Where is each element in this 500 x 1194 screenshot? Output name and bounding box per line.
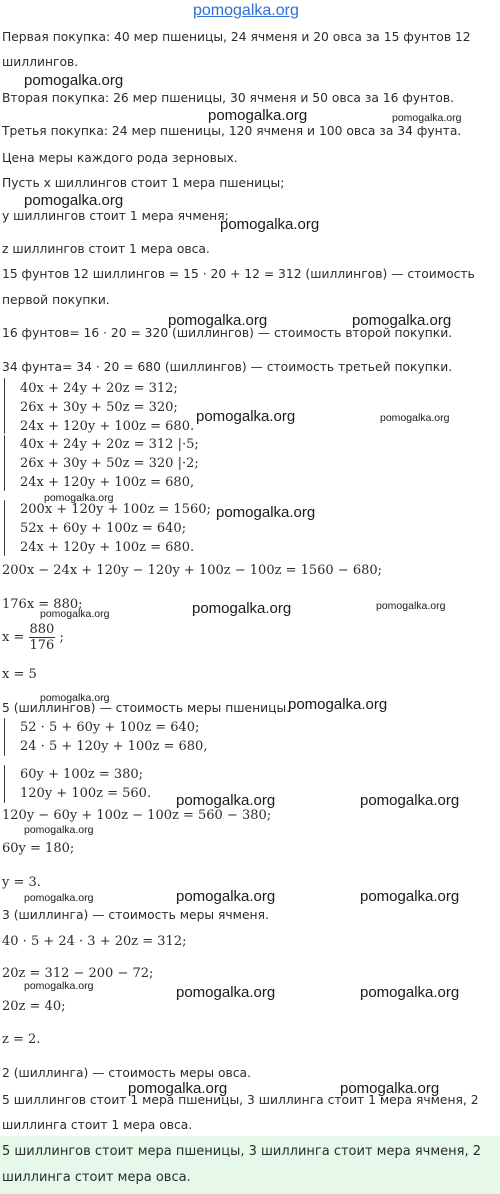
wheat-cost-line: 5 (шиллингов) — стоимость меры пшеницы. <box>2 701 291 715</box>
conclusion-line-1: 5 шиллингов стоит 1 мера пшеницы, 3 шиллинга стоит 1 мера ячменя, 2 <box>2 1093 479 1107</box>
oats-cost-line: 2 (шиллинга) — стоимость меры овса. <box>2 1066 251 1080</box>
step-x-fraction <box>2 622 64 653</box>
conversion-line-1: 15 фунтов 12 шиллингов = 15 · 20 + 12 = 312 (шиллингов) — стоимость <box>2 267 475 281</box>
watermark: pomogalka.org <box>220 216 320 233</box>
step-z-substitute: 40 · 5 + 24 · 3 + 20z = 312; <box>2 934 187 949</box>
system-4-eq-2: 24 · 5 + 120y + 100z = 680, <box>20 739 208 754</box>
watermark: pomogalka.org <box>192 600 292 617</box>
watermark: pomogalka.org <box>176 792 276 809</box>
fraction-lhs: x = <box>2 630 25 645</box>
watermark: pomogalka.org <box>24 72 124 89</box>
statement-line-4: Третья покупка: 24 мер пшеницы, 120 ячменя и 100 овса за 34 фунта. <box>2 124 462 138</box>
fraction-numerator: 880 <box>29 622 55 637</box>
system-1-eq-3: 24x + 120y + 100z = 680. <box>20 419 195 434</box>
answer-box <box>0 1136 500 1194</box>
watermark: pomogalka.org <box>352 312 452 329</box>
answer-line-1: 5 шиллингов стоит мера пшеницы, 3 шиллинга стоит мера ячменя, 2 <box>2 1144 481 1159</box>
watermark: pomogalka.org <box>44 492 114 504</box>
watermark: pomogalka.org <box>24 892 94 904</box>
system-4-eq-1: 52 · 5 + 60y + 100z = 640; <box>20 720 200 735</box>
variable-z-line: z шиллингов стоит 1 мера овса. <box>2 242 210 256</box>
variable-x-line: Пусть x шиллингов стоит 1 мера пшеницы; <box>2 176 285 190</box>
watermark: pomogalka.org <box>392 112 462 124</box>
system-2-brace <box>4 435 5 491</box>
system-3-eq-1: 200x + 120y + 100z = 1560; <box>20 502 211 517</box>
variable-y-line: y шиллингов стоит 1 мера ячменя; <box>2 209 229 223</box>
conclusion-line-2: шиллинга стоит 1 мера овса. <box>2 1118 193 1132</box>
watermark: pomogalka.org <box>216 504 316 521</box>
statement-line-1: Первая покупка: 40 мер пшеницы, 24 ячменя и 20 овса за 15 фунтов 12 <box>2 30 471 44</box>
watermark: pomogalka.org <box>380 412 450 424</box>
watermark: pomogalka.org <box>360 792 460 809</box>
step-y-subtract: 120y − 60y + 100z − 100z = 560 − 380; <box>2 808 272 823</box>
step-20z-expr: 20z = 312 − 200 − 72; <box>2 966 154 981</box>
question-line: Цена меры каждого рода зерновых. <box>2 151 238 165</box>
barley-cost-line: 3 (шиллинга) — стоимость меры ячменя. <box>2 908 269 922</box>
watermark: pomogalka.org <box>24 980 94 992</box>
watermark: pomogalka.org <box>40 692 110 704</box>
system-5-brace <box>4 765 5 803</box>
watermark: pomogalka.org <box>196 408 296 425</box>
conversion-line-2: первой покупки. <box>2 293 110 307</box>
watermark: pomogalka.org <box>288 696 388 713</box>
step-subtract-line: 200x − 24x + 120y − 120y + 100z − 100z = 1560 − 680; <box>2 563 383 578</box>
step-y-result: y = 3. <box>2 875 41 890</box>
system-1-eq-1: 40x + 24y + 20z = 312; <box>20 381 178 396</box>
step-z-result: z = 2. <box>2 1032 41 1047</box>
fraction-denominator: 176 <box>29 638 55 653</box>
statement-line-3: Вторая покупка: 26 мер пшеницы, 30 ячменя и 50 овса за 16 фунтов. <box>2 91 455 105</box>
fraction <box>29 622 56 653</box>
system-1-eq-2: 26x + 30y + 50z = 320; <box>20 400 178 415</box>
watermark: pomogalka.org <box>360 888 460 905</box>
step-60y: 60y = 180; <box>2 841 75 856</box>
watermark: pomogalka.org <box>24 192 124 209</box>
watermark: pomogalka.org <box>128 1080 228 1097</box>
system-2-eq-3: 24x + 120y + 100z = 680, <box>20 475 195 490</box>
system-3-eq-2: 52x + 60y + 100z = 640; <box>20 521 187 536</box>
system-4-brace <box>4 718 5 756</box>
system-3-brace <box>4 500 5 556</box>
watermark-link[interactable]: pomogalka.org <box>193 2 299 19</box>
watermark: pomogalka.org <box>208 107 308 124</box>
conversion-line-3: 16 фунтов= 16 · 20 = 320 (шиллингов) — стоимость второй покупки. <box>2 326 453 340</box>
watermark: pomogalka.org <box>340 1080 440 1097</box>
system-5-eq-2: 120y + 100z = 560. <box>20 786 152 801</box>
watermark: pomogalka.org <box>24 824 94 836</box>
system-5-eq-1: 60y + 100z = 380; <box>20 767 144 782</box>
fraction-tail: ; <box>59 630 64 645</box>
watermark: pomogalka.org <box>360 984 460 1001</box>
system-2-eq-1: 40x + 24y + 20z = 312 |·5; <box>20 437 199 452</box>
step-20z: 20z = 40; <box>2 999 66 1014</box>
statement-line-2: шиллингов. <box>2 55 79 69</box>
system-2-eq-2: 26x + 30y + 50z = 320 |·2; <box>20 456 199 471</box>
system-3-eq-3: 24x + 120y + 100z = 680. <box>20 540 195 555</box>
watermark: pomogalka.org <box>176 888 276 905</box>
system-1-brace <box>4 378 5 434</box>
conversion-line-4: 34 фунта= 34 · 20 = 680 (шиллингов) — стоимость третьей покупки. <box>2 360 453 374</box>
step-x-result: x = 5 <box>2 667 37 682</box>
watermark: pomogalka.org <box>376 600 446 612</box>
answer-line-2: шиллинга стоит мера овса. <box>2 1170 191 1185</box>
step-176x-line: 176x = 880; <box>2 597 83 612</box>
watermark: pomogalka.org <box>176 984 276 1001</box>
watermark: pomogalka.org <box>168 312 268 329</box>
watermark: pomogalka.org <box>40 608 110 620</box>
